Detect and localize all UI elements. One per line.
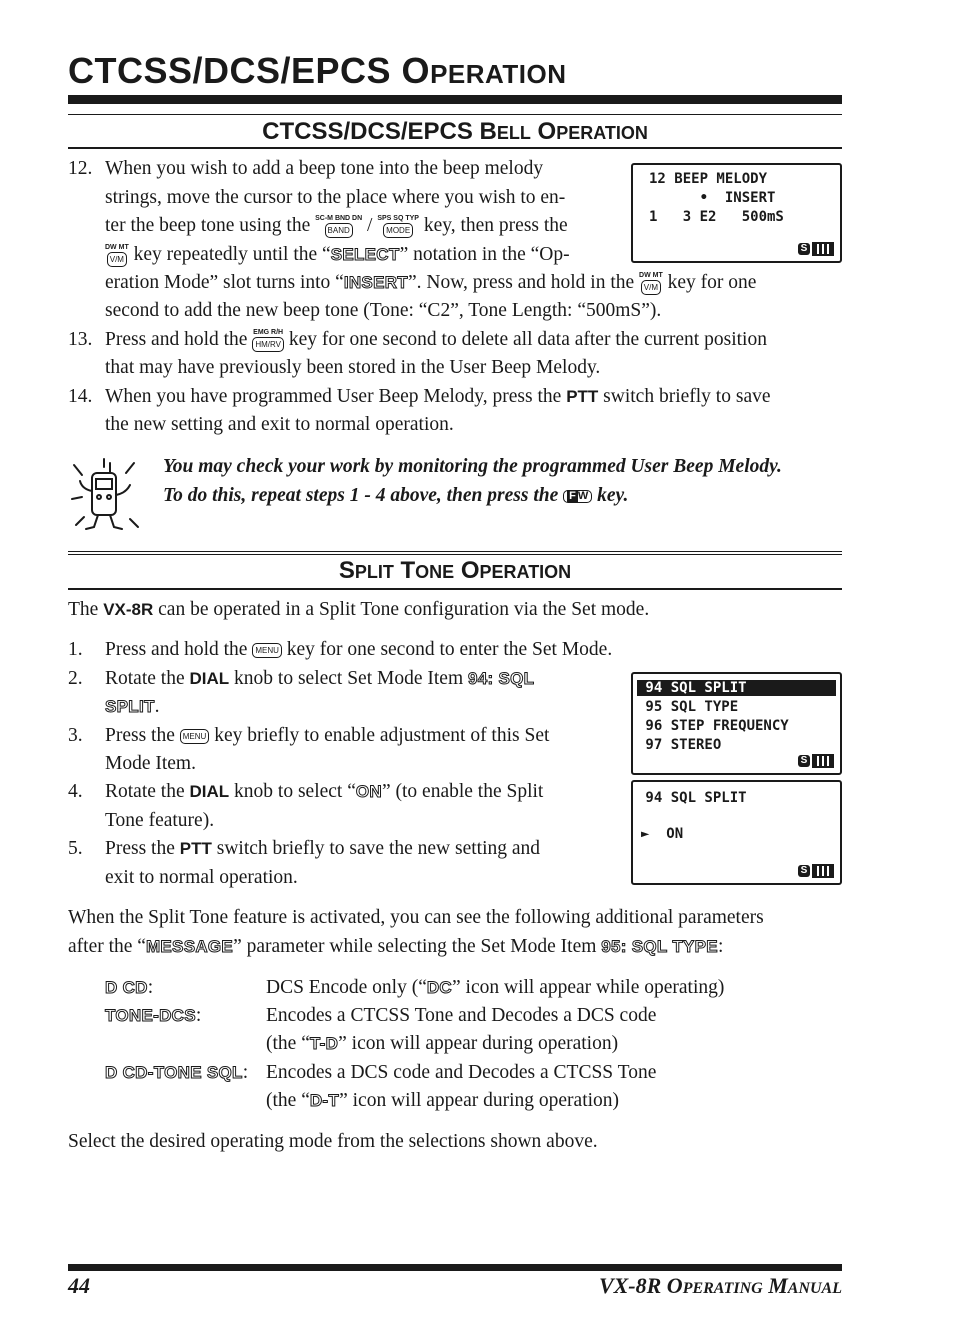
s-icon: S: [798, 243, 810, 255]
vm-key-icon: $\frac{\text{DW MT}}{V/M}$: [105, 244, 129, 267]
s-icon: S: [798, 755, 810, 767]
tip-note: You may check your work by monitoring the programmed User Beep Melody. To do this, repeat steps 1 - 4 above, then press the F W key.: [163, 456, 782, 506]
s-icon: S: [798, 865, 810, 877]
section-rule-bottom: [68, 588, 842, 590]
page-title: CTCSS/DCS/EPCS OPERATION: [68, 50, 567, 91]
lcd-status-icons: [798, 863, 834, 879]
lcd-beep-melody: 12 BEEP MELODY • INSERT 1 3 E2 500mS S: [631, 163, 842, 263]
section-rule-top-2: [68, 554, 842, 555]
lcd-status-icons: [798, 241, 834, 257]
vm-key-icon: $\frac{\text{DW MT}}{V/M}$: [639, 272, 663, 295]
menu-key-icon: MENU: [252, 643, 282, 658]
menu-key-icon: MENU: [180, 729, 210, 744]
battery-icon: [812, 242, 834, 256]
section-title-split: SPLIT TONE OPERATION: [338, 557, 572, 584]
fw-key-icon: F W: [563, 490, 592, 503]
lcd-sql-split-on: 94 SQL SPLIT ► ON S: [631, 780, 842, 885]
band-key-icon: SC-M BND DN BAND: [315, 215, 362, 238]
footer-rule: [68, 1264, 842, 1271]
mode-key-icon: SPS SQ TYP MODE: [377, 215, 419, 238]
lcd-status-icons: [798, 753, 834, 769]
hm-rv-key-icon: EMG R/H HM/RV: [252, 329, 284, 352]
battery-icon: [812, 864, 834, 878]
lcd-set-menu-list: 94 SQL SPLIT 95 SQL TYPE 96 STEP FREQUENCY 97 STEREO S: [631, 672, 842, 775]
split-intro: The VX-8R can be operated in a Split Tone configuration via the Set mode.: [68, 599, 650, 620]
page-number: 44: [68, 1273, 90, 1298]
split-when-paragraph: When the Split Tone feature is activated, you can see the following additional parameters after the “MESSAGE” parameter while selecting the Set Mode Item 95: SQL TYPE:: [68, 907, 764, 957]
section-rule-bottom: [68, 147, 842, 149]
radio-mascot-icon: [68, 455, 152, 537]
title-rule: [68, 95, 842, 104]
closing-paragraph: Select the desired operating mode from the selections shown above.: [68, 1131, 598, 1152]
manual-title: VX-8R OPERATING MANUAL: [598, 1273, 842, 1298]
section-title-bell: CTCSS/DCS/EPCS BELL OPERATION: [262, 118, 648, 145]
section-rule-top: [68, 551, 842, 552]
battery-icon: [812, 754, 834, 768]
section-rule-top: [68, 114, 842, 115]
